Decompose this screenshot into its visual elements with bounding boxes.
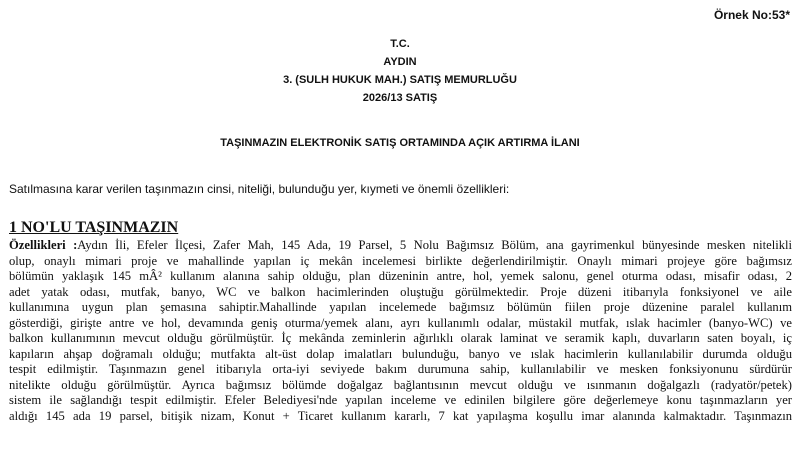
description-line: kapıların ahşap doğramalı olduğu; mutfakta alt-üst dolap imalatları bulunduğu, banyo ve ıslak hacimlerin kullanılabilir durumda olduğu bbox=[9, 346, 792, 361]
description-line: gösterdiği, girişte antre ve hol, devamında geniş oturma/yemek alanı, ayrı kullanımlı odalar, müstakil mutfak, ıslak hacimler (banyo-WC) ve bbox=[9, 315, 792, 330]
header-line-country: T.C. bbox=[390, 38, 410, 50]
header-line-office: 3. (SULH HUKUK MAH.) SATIŞ MEMURLUĞU bbox=[283, 74, 517, 86]
document-title: TAŞINMAZIN ELEKTRONİK SATIŞ ORTAMINDA AÇIK ARTIRMA İLANI bbox=[220, 137, 580, 149]
description-line-text: Aydın İli, Efeler İlçesi, Zafer Mah, 145 Ada, 19 Parsel, 5 Nolu Bağımsız Bölüm, ana gayrimenkul bünyesinde mesken nitelikli bbox=[77, 238, 793, 252]
description-line: bölümün yaklaşık 145 mÂ² kullanım alanına sahip olduğu, plan düzeninin antre, hol, yemek salonu, genel oturma odası, misafir odası, 2 bbox=[9, 269, 792, 283]
description-line: adet yatak odası, mutfak, banyo, WC ve balkon hacimlerinden oluştuğu görülmektedir. Proje düzeni itibarıyla fonksiyonel ve aile bbox=[9, 284, 792, 299]
features-label: Özellikleri : bbox=[9, 238, 78, 252]
property-section-title: 1 NO'LU TAŞINMAZIN bbox=[9, 219, 179, 236]
document-header bbox=[0, 35, 800, 107]
description-line: balkon kullanımının mevcut olduğu görülmüştür. İç mekânda zeminlerin ağırlıklı olarak laminat ve seramik kaplı, duvarların saten boyalı, iç bbox=[9, 331, 792, 345]
description-line: sistem ile sağlandığı tespit edilmiştir. Efeler Belediyesi'nde yapılan inceleme ve edinilen bilgilere göre değerlemeye konu taşınmazların yer bbox=[9, 393, 792, 407]
property-description bbox=[9, 238, 792, 424]
description-line: tespit edilmiştir. Taşınmazın genel itibarıyla orta-iyi seviyede bakım durumuna sahip, kullanılabilir ve mesken fonksiyonunu sürdürür bbox=[9, 362, 792, 376]
description-line: kullanımına uygun plan şemasına sahiptir.Mahallinde yapılan incelemede bağımsız bölümün fiilen proje düzenine paralel kullanım bbox=[9, 300, 792, 314]
description-line: olup, onaylı mimari proje ve mahallinde yapılan iç mekân incelemesi birlikte değerlendirilmiştir. Onaylı mimari projeye göre bağımsız bbox=[9, 253, 792, 268]
description-line: nitelikte olduğu görülmüştür. Ayrıca bağımsız bölümde doğalgaz bağlantısının mevcut olduğu ve ısınmanın doğalgazlı (radyatör/petek) bbox=[9, 377, 792, 392]
description-line: aldığı 145 ada 19 parsel, bitişik nizam, Konut + Ticaret kullanım kararlı, 7 kat yapılaşma koşullu imar alanında kalmaktadır. Taşınmazın bbox=[9, 408, 792, 423]
header-line-file-number: 2026/13 SATIŞ bbox=[362, 92, 438, 104]
example-number: Örnek No:53* bbox=[713, 8, 790, 22]
description-line bbox=[9, 238, 792, 254]
intro-text: Satılmasına karar verilen taşınmazın cinsi, niteliği, bulunduğu yer, kıymeti ve önemli özellikleri: bbox=[9, 182, 510, 196]
header-line-city: AYDIN bbox=[383, 56, 417, 68]
